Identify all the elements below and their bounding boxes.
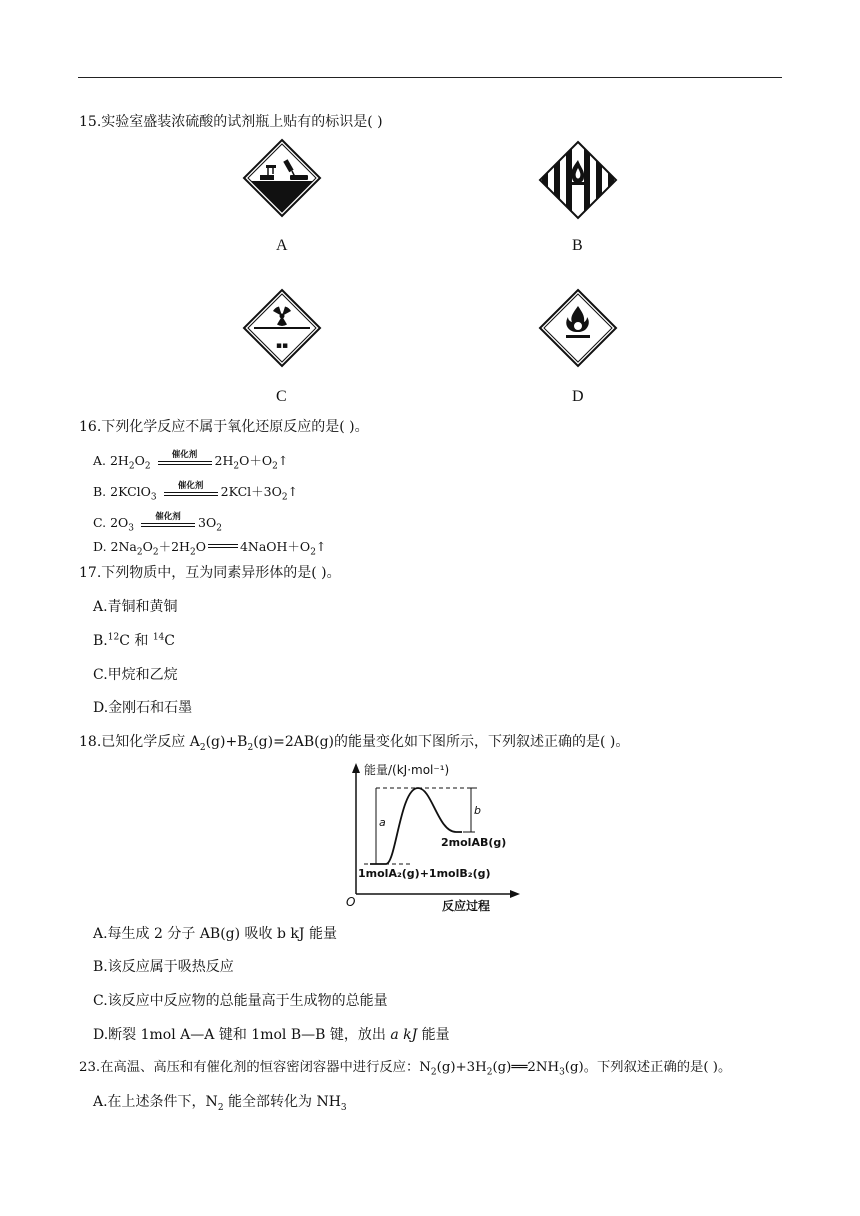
q18-option-d: D.断裂 1mol A—A 键和 1mol B—B 键，放出 a kJ 能量 (93, 1027, 450, 1043)
header-rule (78, 77, 782, 78)
q18-stem: 18.已知化学反应 $A_2(g)+B_2(g)=2AB(g)$的能量变化如下图所示，下列叙述正确的是( )。 (79, 734, 630, 753)
q17-option-a: A.青铜和黄铜 (93, 599, 178, 615)
q17-option-d: D.金刚石和石墨 (93, 700, 193, 716)
product-label: 2molAB(g) (441, 836, 507, 849)
radioactive-sign-icon (242, 288, 322, 368)
catalyst-arrow: 催化剂 (139, 514, 197, 530)
q23-option-a: A.在上述条件下，$N_2$ 能全部转化为 $NH_3$ (93, 1094, 347, 1113)
catalyst-arrow: 催化剂 (162, 483, 220, 499)
oxidizer-sign-icon (538, 288, 618, 368)
q15-stem: 15.实验室盛装浓硫酸的试剂瓶上贴有的标识是( ) (79, 114, 383, 130)
y-axis-label: 能量/(kJ·mol⁻¹) (364, 763, 450, 777)
q17-option-b: B.$^{12}$C 和 $^{14}$C (93, 632, 175, 649)
energy-diagram (342, 760, 532, 912)
q16-stem: 16.下列化学反应不属于氧化还原反应的是( )。 (79, 419, 369, 435)
q17-option-c: C.甲烷和乙烷 (93, 667, 178, 683)
q17-stem: 17.下列物质中，互为同素异形体的是( )。 (79, 565, 341, 581)
reactant-label: 1molA₂(g)+1molB₂(g) (358, 867, 491, 880)
q18-option-a: A.每生成 2 分子 AB(g) 吸收 b kJ 能量 (93, 926, 337, 942)
y-axis-arrow (352, 763, 360, 773)
q16-option-c: C. $2O_3$ 催化剂 $3O_2$ (93, 512, 222, 534)
q15-label-b: B (572, 237, 583, 254)
catalyst-arrow: 催化剂 (156, 452, 214, 468)
label-b: b (474, 804, 481, 817)
q15-label-c: C (276, 388, 287, 405)
origin-label: O (346, 895, 356, 909)
q16-option-b: B. 2KClO$_3$ 催化剂 $2KCl+3O_2↑$ (93, 481, 299, 503)
corrosive-sign-icon (242, 138, 322, 218)
q23-stem: 23.在高温、高压和有催化剂的恒容密闭容器中进行反应：$N_2(g)+3H_2(g)══2NH_3(g)$。下列叙述正确的是( )。 (79, 1060, 732, 1078)
q18-option-b: B.该反应属于吸热反应 (93, 959, 234, 975)
flammable-solid-sign-icon (536, 138, 620, 222)
x-axis-label: 反应过程 (442, 899, 491, 912)
q16-option-d: D. $2Na_2O_2+2H_2O$ $4NaOH+O_2↑$ (93, 539, 327, 558)
q16-option-a: A. $2H_2O_2$ 催化剂 $2H_2O+O_2↑$ (93, 450, 289, 472)
q15-label-a: A (276, 237, 288, 254)
label-a: a (379, 816, 386, 829)
svg-text:▪▪: ▪▪ (275, 341, 289, 351)
equals-sign (206, 540, 240, 552)
q18-option-c: C.该反应中反应物的总能量高于生成物的总能量 (93, 993, 388, 1009)
q15-label-d: D (572, 388, 584, 405)
x-axis-arrow (510, 890, 520, 898)
